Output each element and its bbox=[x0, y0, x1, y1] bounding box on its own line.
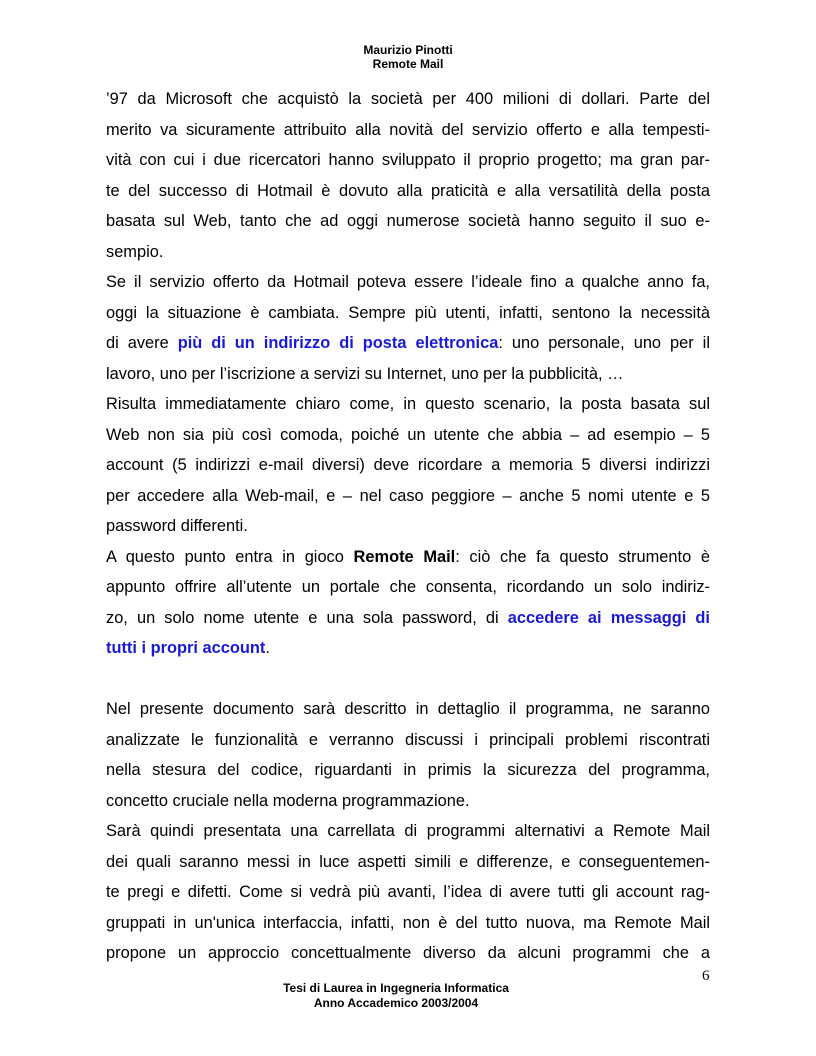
paragraph-5 bbox=[106, 694, 710, 816]
highlight-all-accounts: tutti i propri account bbox=[106, 639, 266, 657]
text-line: appunto offrire all’utente un portale che consenta, ricordando un solo indiriz- bbox=[106, 578, 710, 596]
header-project: Remote Mail bbox=[372, 57, 444, 71]
text-line: te pregi e difetti. Come si vedrà più avanti, l’idea di avere tutti gli account rag- bbox=[106, 883, 710, 901]
text-line bbox=[106, 542, 710, 573]
page-number: 6 bbox=[702, 968, 710, 984]
highlight-access-messages: accedere ai messaggi di bbox=[507, 608, 710, 627]
paragraph-4 bbox=[106, 542, 710, 664]
page-header bbox=[0, 43, 816, 71]
text-run: di avere bbox=[106, 334, 178, 352]
text-line: analizzate le funzionalità e verranno discussi i principali problemi riscontrati bbox=[106, 730, 710, 749]
text-line: Sarà quindi presentata una carrellata di programmi alternativi a Remote Mail bbox=[106, 822, 710, 840]
text-line: merito va sicuramente attribuito alla novità del servizio offerto e alla tempesti- bbox=[106, 120, 710, 139]
text-run: . bbox=[265, 639, 270, 657]
text-line: per accedere alla Web-mail, e – nel caso peggiore – anche 5 nomi utente e 5 bbox=[106, 486, 710, 505]
highlight-multiple-addresses: più di un indirizzo di posta elettronica bbox=[177, 334, 499, 352]
text-line bbox=[106, 328, 710, 359]
text-line: oggi la situazione è cambiata. Sempre più utenti, infatti, sentono la necessità bbox=[106, 303, 710, 322]
text-line: basata sul Web, tanto che ad oggi numerose società hanno seguito il suo e- bbox=[106, 212, 710, 230]
text-line bbox=[106, 603, 710, 634]
paragraph-3 bbox=[106, 389, 710, 542]
text-line: vità con cui i due ricercatori hanno sviluppato il proprio progetto; ma gran par- bbox=[106, 151, 710, 169]
text-line: Nel presente documento sarà descritto in dettaglio il programma, ne saranno bbox=[106, 700, 710, 718]
text-line: Web non sia più così comoda, poiché un utente che abbia – ad esempio – 5 bbox=[106, 425, 710, 444]
text-line: dei quali saranno messi in luce aspetti simili e differenze, e conseguentemen- bbox=[106, 852, 710, 871]
text-line: ’97 da Microsoft che acquistò la società per 400 milioni di dollari. Parte del bbox=[106, 90, 710, 108]
text-line bbox=[106, 633, 710, 664]
text-run: : ciò che fa questo strumento è bbox=[455, 547, 710, 566]
paragraph-6 bbox=[106, 816, 710, 969]
text-run: A questo punto entra in gioco bbox=[106, 547, 354, 566]
text-line: gruppati in un'unica interfaccia, infatti, non è del tutto nuova, ma Remote Mail bbox=[106, 913, 710, 932]
text-run: zo, un solo nome utente e una sola password, di bbox=[106, 608, 508, 627]
text-line: lavoro, uno per l’iscrizione a servizi su Internet, uno per la pubblicità, … bbox=[106, 364, 624, 383]
paragraph-2 bbox=[106, 267, 710, 389]
text-run: : uno personale, uno per il bbox=[498, 334, 710, 352]
body-text bbox=[106, 84, 710, 969]
text-line: account (5 indirizzi e-mail diversi) deve ricordare a memoria 5 diversi indirizzi bbox=[106, 456, 710, 474]
footer-thesis: Tesi di Laurea in Ingegneria Informatica bbox=[283, 981, 509, 995]
paragraph-spacer bbox=[106, 664, 710, 695]
header-author: Maurizio Pinotti bbox=[363, 43, 453, 57]
text-line: sempio. bbox=[106, 242, 164, 261]
text-line: Risulta immediatamente chiaro come, in questo scenario, la posta basata sul bbox=[106, 395, 710, 413]
page-footer bbox=[0, 981, 792, 1011]
text-line: Se il servizio offerto da Hotmail poteva essere l’ideale fino a qualche anno fa, bbox=[106, 273, 710, 291]
text-line: concetto cruciale nella moderna programmazione. bbox=[106, 791, 470, 810]
text-line: password differenti. bbox=[106, 517, 248, 535]
text-line: propone un approccio concettualmente diverso da alcuni programmi che a bbox=[106, 944, 710, 962]
footer-academic-year: Anno Accademico 2003/2004 bbox=[313, 996, 479, 1010]
product-name: Remote Mail bbox=[353, 547, 456, 566]
text-line: nella stesura del codice, riguardanti in primis la sicurezza del programma, bbox=[106, 761, 710, 779]
text-line: te del successo di Hotmail è dovuto alla praticità e alla versatilità della posta bbox=[106, 181, 710, 200]
paragraph-1 bbox=[106, 84, 710, 267]
